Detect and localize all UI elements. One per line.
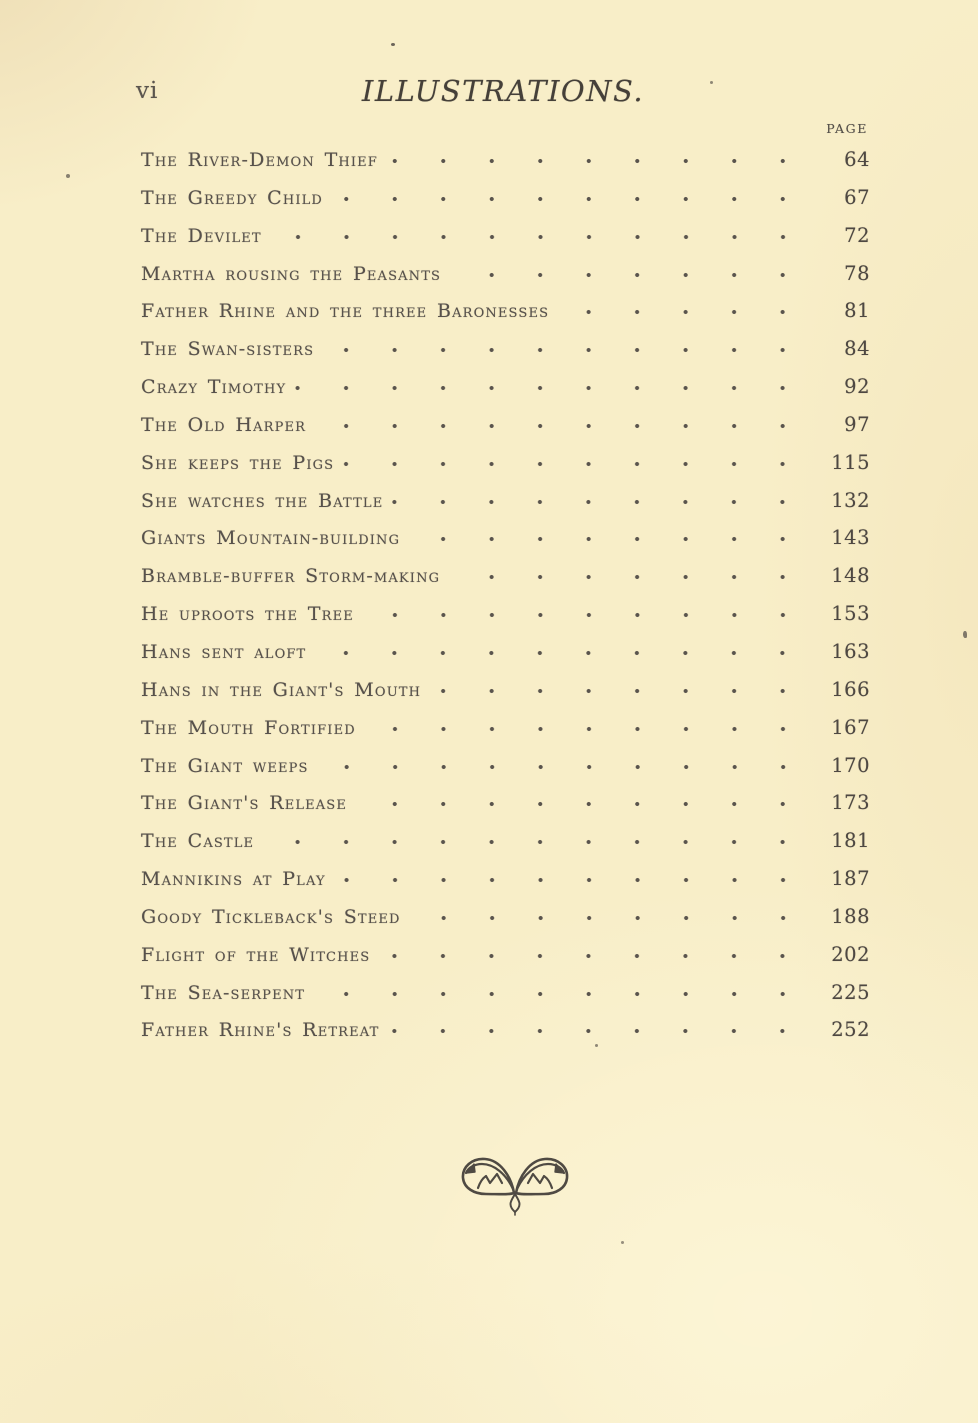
page-number: 252 xyxy=(831,1018,870,1042)
page-number: 115 xyxy=(831,450,870,474)
ink-speck xyxy=(595,1044,598,1047)
illustration-title: The Castle xyxy=(141,830,255,853)
illustration-title: The Mouth Fortified xyxy=(141,716,356,739)
dot-leader xyxy=(376,948,810,961)
ink-speck xyxy=(391,43,395,46)
page-number: 148 xyxy=(831,564,870,588)
page-number: 173 xyxy=(831,791,870,815)
illustration-title: Hans in the Giant's Mouth xyxy=(141,678,422,701)
dot-leader xyxy=(389,494,810,507)
page-number: 202 xyxy=(831,942,870,966)
toc-row xyxy=(141,672,870,710)
page-number: 72 xyxy=(844,223,870,247)
page-number: 166 xyxy=(831,677,870,701)
illustration-title: The Old Harper xyxy=(141,413,307,436)
toc-row xyxy=(141,407,870,445)
dot-leader xyxy=(292,380,810,393)
folio-page-number: vi xyxy=(136,78,159,104)
dot-leader xyxy=(315,759,810,772)
page-number: 170 xyxy=(831,753,870,777)
illustration-title: Goody Tickleback's Steed xyxy=(141,905,401,928)
floral-flourish-ornament xyxy=(447,1151,583,1217)
illustration-title: The Devilet xyxy=(141,224,262,247)
page-number: 153 xyxy=(831,602,870,626)
illustration-title: The River-Demon Thief xyxy=(141,149,378,171)
ink-speck xyxy=(66,174,70,178)
ink-speck xyxy=(621,1241,624,1244)
dot-leader xyxy=(340,456,810,469)
toc-row xyxy=(141,180,870,218)
illustration-title: The Sea-serpent xyxy=(141,981,306,1004)
dot-leader xyxy=(555,304,810,317)
page-number: 181 xyxy=(831,829,870,853)
toc-row xyxy=(141,899,870,937)
page-number: 78 xyxy=(844,261,870,285)
toc-row xyxy=(141,823,870,861)
toc-row xyxy=(141,558,870,596)
illustration-title: The Giant weeps xyxy=(141,754,309,777)
dot-leader xyxy=(446,569,810,582)
illustration-title: Father Rhine and the three Baronesses xyxy=(141,300,550,323)
dot-leader xyxy=(332,872,810,885)
illustration-title: He uproots the Tree xyxy=(141,603,354,626)
page-number: 97 xyxy=(844,412,870,436)
illustration-title: Martha rousing the Peasants xyxy=(141,262,442,285)
dot-leader xyxy=(362,721,810,734)
page-column-header: PAGE xyxy=(826,121,868,136)
dot-leader xyxy=(447,267,810,280)
toc-row xyxy=(141,748,870,786)
page-number: 64 xyxy=(844,148,870,171)
dot-leader xyxy=(260,834,810,847)
dot-leader xyxy=(427,683,810,696)
toc-row xyxy=(141,596,870,634)
illustration-title: Father Rhine's Retreat xyxy=(141,1019,380,1042)
illustration-title: Mannikins at Play xyxy=(141,868,326,891)
toc-row xyxy=(141,937,870,975)
page-number: 187 xyxy=(831,867,870,891)
page-number: 167 xyxy=(831,715,870,739)
page-number: 132 xyxy=(831,488,870,512)
dot-leader xyxy=(407,910,810,923)
dot-leader xyxy=(385,1023,810,1036)
toc-row xyxy=(141,218,870,256)
dot-leader xyxy=(320,342,810,355)
illustration-title: Giants Mountain-building xyxy=(141,527,401,550)
dot-leader xyxy=(268,229,810,242)
toc-row xyxy=(141,256,870,294)
dot-leader xyxy=(353,796,810,809)
page-number: 81 xyxy=(844,299,870,323)
ink-speck xyxy=(963,631,967,638)
ink-speck xyxy=(710,81,713,84)
toc-row xyxy=(141,1012,870,1050)
page-number: 84 xyxy=(844,337,870,361)
toc-row xyxy=(141,634,870,672)
dot-leader xyxy=(329,191,810,204)
toc-row xyxy=(141,520,870,558)
dot-leader xyxy=(311,986,810,999)
toc-row xyxy=(141,710,870,748)
illustrations-list xyxy=(141,142,870,1050)
dot-leader xyxy=(312,645,810,658)
toc-row xyxy=(141,142,870,180)
illustration-title: Hans sent aloft xyxy=(141,640,307,663)
toc-row xyxy=(141,483,870,521)
illustration-title: The Swan-sisters xyxy=(141,338,315,361)
page-title: ILLUSTRATIONS. xyxy=(361,74,645,108)
dot-leader xyxy=(360,607,810,620)
illustration-title: Bramble-buffer Storm-making xyxy=(141,565,441,588)
illustration-title: She keeps the Pigs xyxy=(141,451,335,474)
page-number: 143 xyxy=(831,526,870,550)
dot-leader xyxy=(312,418,810,431)
illustration-title: She watches the Battle xyxy=(141,489,384,512)
page-number: 92 xyxy=(844,375,870,399)
illustration-title: Crazy Timothy xyxy=(141,376,287,399)
toc-row xyxy=(141,293,870,331)
dot-leader xyxy=(384,153,810,166)
toc-row xyxy=(141,331,870,369)
page-number: 225 xyxy=(831,980,870,1004)
page-number: 188 xyxy=(831,904,870,928)
page-number: 67 xyxy=(844,185,870,209)
toc-row xyxy=(141,861,870,899)
toc-row xyxy=(141,785,870,823)
illustration-title: Flight of the Witches xyxy=(141,943,371,966)
illustration-title: The Greedy Child xyxy=(141,186,323,209)
toc-row xyxy=(141,975,870,1013)
toc-row xyxy=(141,445,870,483)
page-number: 163 xyxy=(831,639,870,663)
dot-leader xyxy=(406,531,810,544)
toc-row xyxy=(141,369,870,407)
illustration-title: The Giant's Release xyxy=(141,792,348,815)
